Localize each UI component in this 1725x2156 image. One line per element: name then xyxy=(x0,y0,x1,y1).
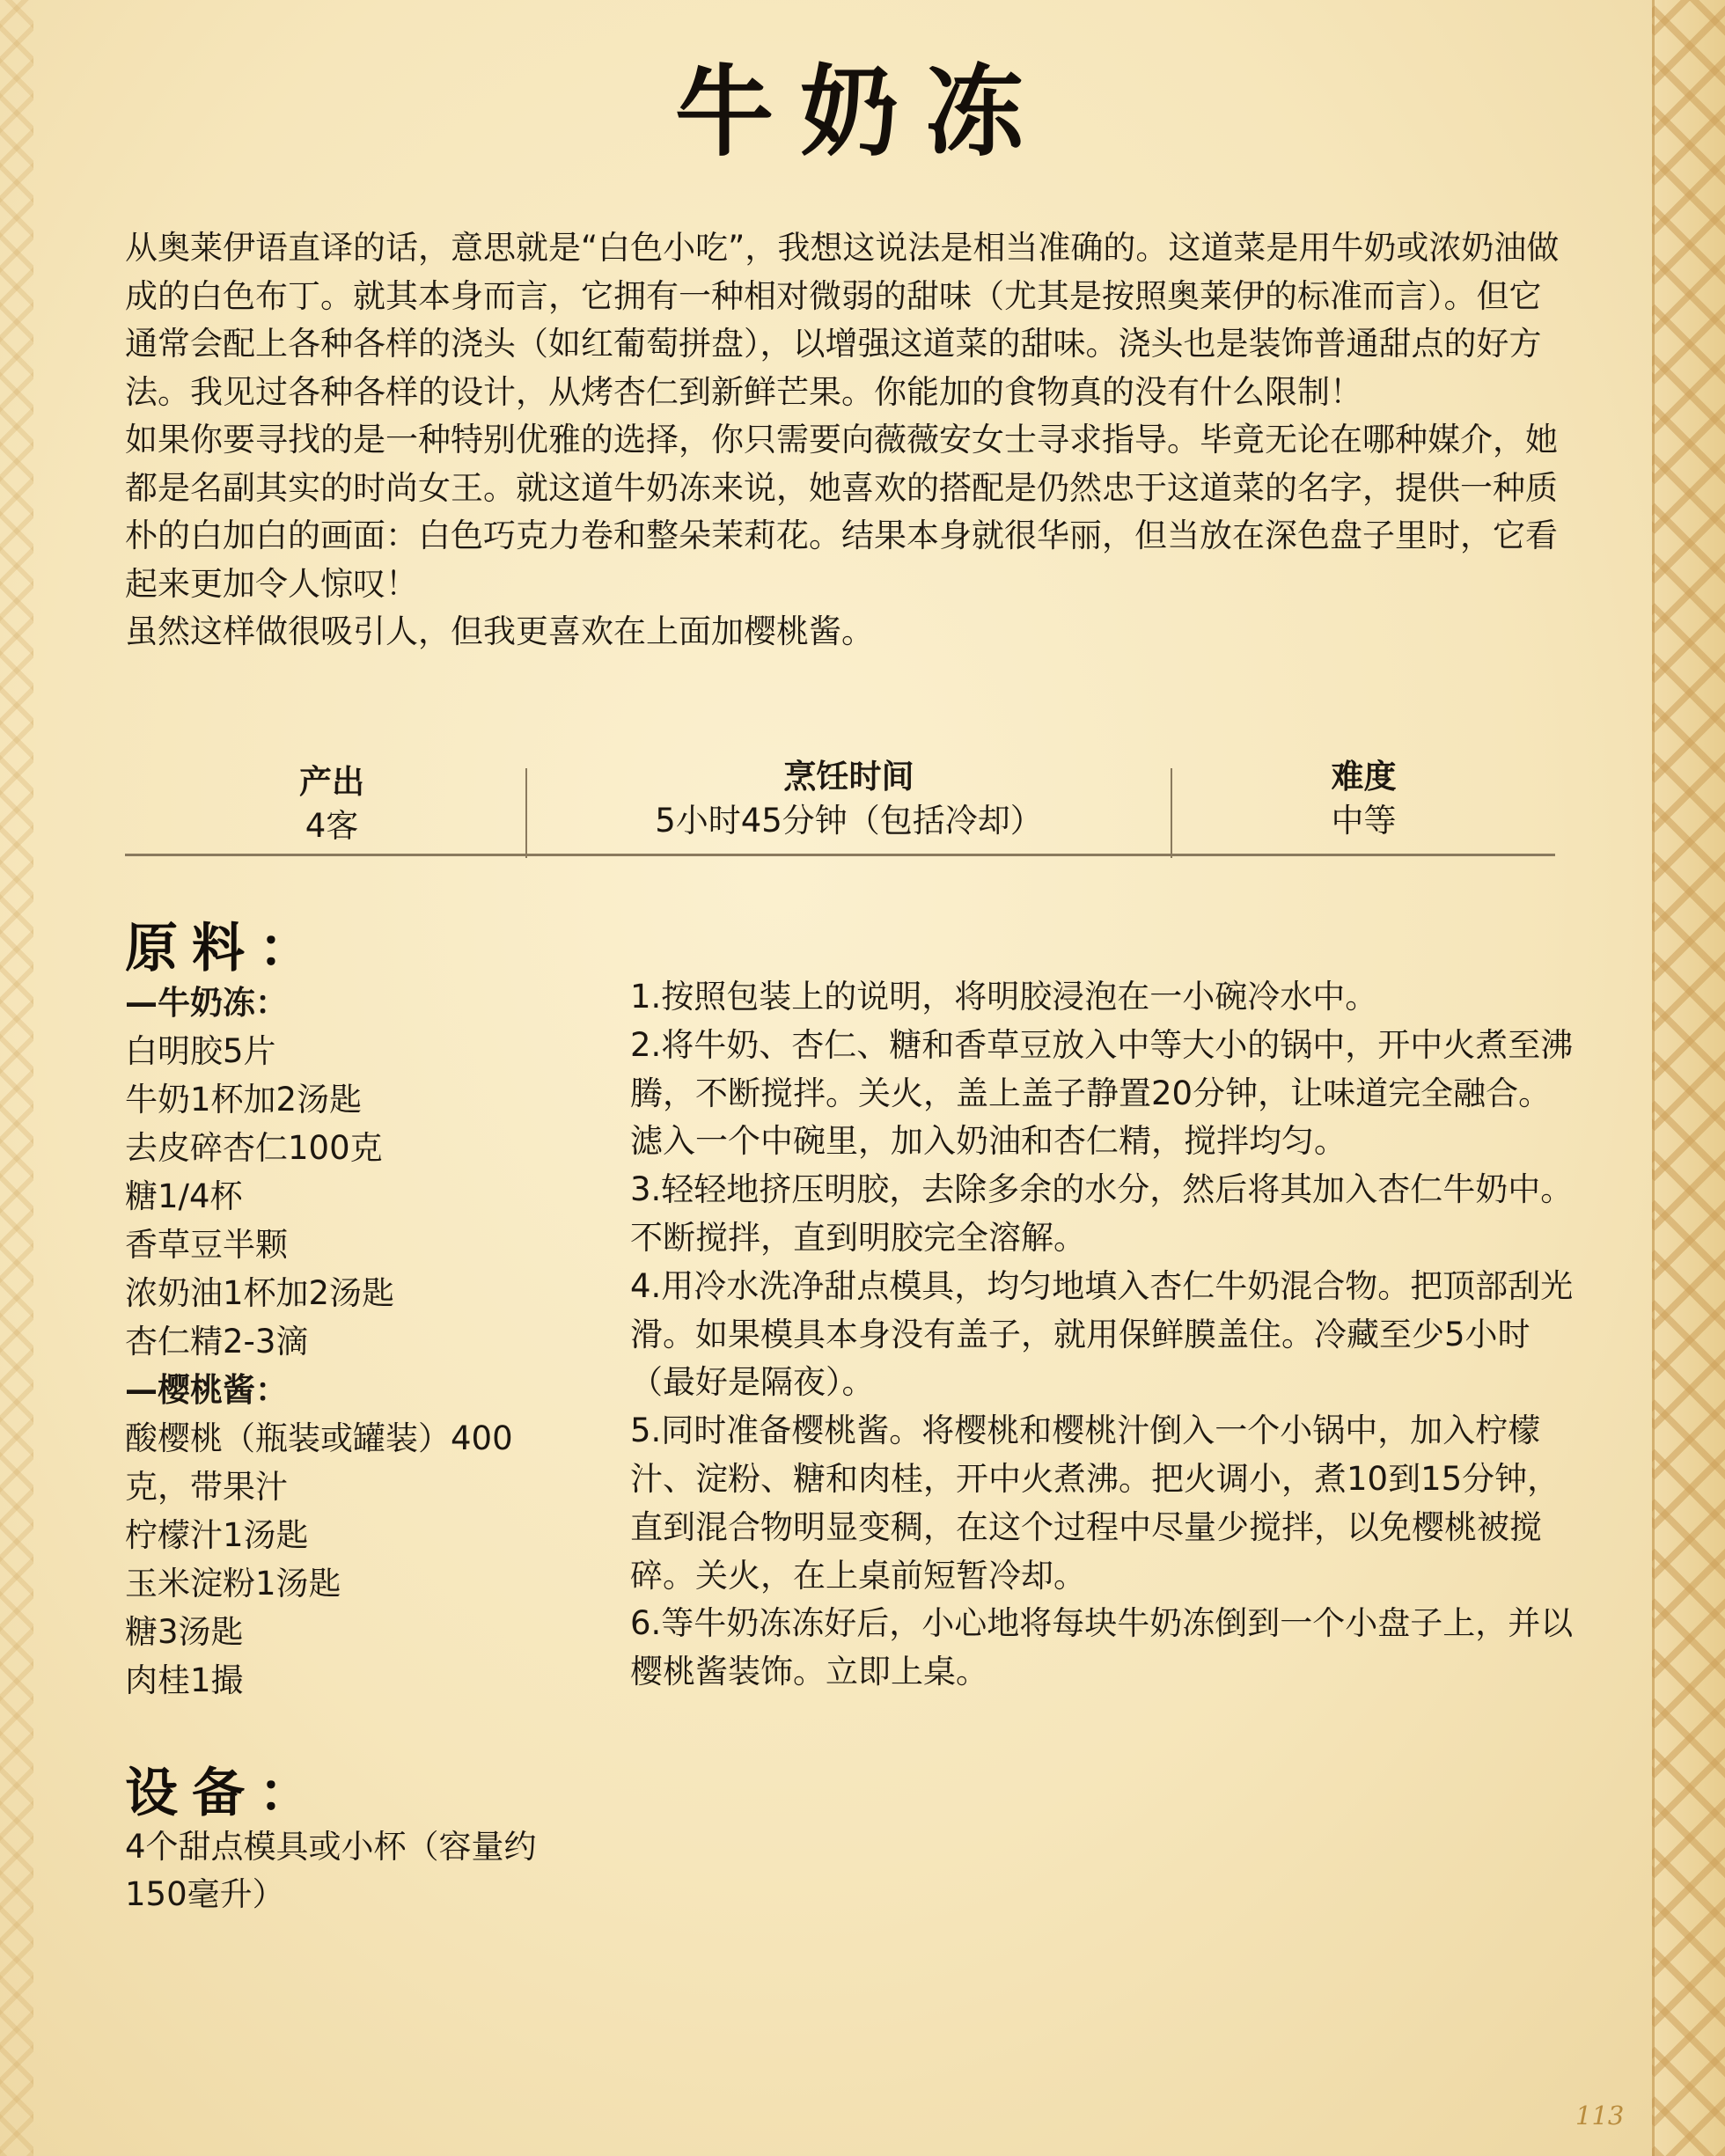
instruction-step: 4.用冷水洗净甜点模具，均匀地填入杏仁牛奶混合物。把顶部刮光滑。如果模具本身没有盖子，就用保鲜膜盖住。冷藏至少5小时（最好是隔夜）。 xyxy=(630,1266,1574,1402)
ingredients-heading: 原料： xyxy=(125,918,326,979)
instruction-step: 3.轻轻地挤压明胶，去除多余的水分，然后将其加入杏仁牛奶中。不断搅拌，直到明胶完全溶解。 xyxy=(630,1170,1574,1257)
intro-paragraph: 如果你要寻找的是一种特别优雅的选择，你只需要向薇薇安女士寻求指导。毕竟无论在哪种媒介，她都是名副其实的时尚女王。就这道牛奶冻来说，她喜欢的搭配是仍然忠于这道菜的名字，提供一种质朴的白加白的画面：白色巧克力卷和整朵茉莉花。结果本身就很华丽，但当放在深色盘子里时，它看起来更加令人惊叹！ xyxy=(125,421,1558,603)
difficulty-value: 中等 xyxy=(1331,802,1397,840)
ingredient-item: 去皮碎杏仁100克 xyxy=(125,1129,383,1167)
ingredient-item: 香草豆半颗 xyxy=(125,1226,288,1264)
instruction-step: 6.等牛奶冻冻好后，小心地将每块牛奶冻倒到一个小盘子上，并以樱桃酱装饰。立即上桌。 xyxy=(630,1604,1574,1691)
instruction-step: 5.同时准备樱桃酱。将樱桃和樱桃汁倒入一个小锅中，加入柠檬汁、淀粉、糖和肉桂，开中火煮沸。把火调小，煮10到15分钟，直到混合物明显变稠，在这个过程中尽量少搅拌，以免樱桃被搅碎。关火，在上桌前短暂冷却。 xyxy=(630,1412,1560,1595)
ingredient-item: 杏仁精2-3滴 xyxy=(125,1323,309,1360)
instruction-step: 1.按照包装上的说明，将明胶浸泡在一小碗冷水中。 xyxy=(630,978,1378,1016)
ingredient-subheading: —牛奶冻： xyxy=(125,984,288,1022)
ingredient-subheading: —樱桃酱： xyxy=(125,1371,288,1409)
page-title: 牛奶冻 xyxy=(675,55,1050,170)
intro-paragraph: 从奥莱伊语直译的话，意思就是“白色小吃”，我想这说法是相当准确的。这道菜是用牛奶或浓奶油做成的白色布丁。就其本身而言，它拥有一种相对微弱的甜味（尤其是按照奥莱伊的标准而言）。但它通常会配上各种各样的浇头（如红葡萄拼盘），以增强这道菜的甜味。浇头也是装饰普通甜点的好方法。我见过各种各样的设计，从烤杏仁到新鲜芒果。你能加的食物真的没有什么限制！ xyxy=(125,229,1560,411)
instruction-step: 2.将牛奶、杏仁、糖和香草豆放入中等大小的锅中，开中火煮至沸腾，不断搅拌。关火，盖上盖子静置20分钟，让味道完全融合。滤入一个中碗里，加入奶油和杏仁精，搅拌均匀。 xyxy=(630,1025,1574,1161)
ingredient-item: 玉米淀粉1汤匙 xyxy=(125,1565,341,1602)
ingredients-list xyxy=(125,979,583,1705)
equipment-text: 4个甜点模具或小杯（容量约150毫升） xyxy=(125,1828,537,1913)
instructions xyxy=(630,973,1581,1697)
intro-text xyxy=(125,224,1568,656)
ingredient-item: 柠檬汁1汤匙 xyxy=(125,1516,309,1554)
ingredient-item: 白明胶5片 xyxy=(125,1032,276,1070)
recipe-stats xyxy=(125,758,1555,856)
difficulty-label: 难度 xyxy=(1331,758,1397,796)
cook-time-label: 烹饪时间 xyxy=(783,758,914,796)
left-decorative-border xyxy=(0,0,33,2156)
ingredient-item: 酸樱桃（瓶装或罐装）400 xyxy=(125,1419,513,1457)
right-decorative-border xyxy=(1652,0,1725,2156)
yield-stat xyxy=(125,761,539,849)
ingredient-item: 浓奶油1杯加2汤匙 xyxy=(125,1274,395,1312)
intro-paragraph: 虽然这样做很吸引人，但我更喜欢在上面加樱桃酱。 xyxy=(125,612,874,650)
yield-label: 产出 xyxy=(299,763,364,801)
equipment-heading: 设备： xyxy=(125,1763,326,1824)
ingredient-item: 克，带果汁 xyxy=(125,1468,288,1506)
ingredient-item: 糖3汤匙 xyxy=(125,1613,244,1651)
ingredient-item: 糖1/4杯 xyxy=(125,1177,243,1215)
page-number: 113 xyxy=(1575,2101,1625,2130)
yield-value: 4客 xyxy=(305,807,359,845)
ingredient-item: 牛奶1杯加2汤匙 xyxy=(125,1081,363,1118)
difficulty-stat xyxy=(1172,756,1555,844)
ingredient-item: 肉桂1撮 xyxy=(125,1661,244,1699)
cook-time-stat xyxy=(525,756,1172,844)
cook-time-value: 5小时45分钟（包括冷却） xyxy=(655,802,1043,840)
